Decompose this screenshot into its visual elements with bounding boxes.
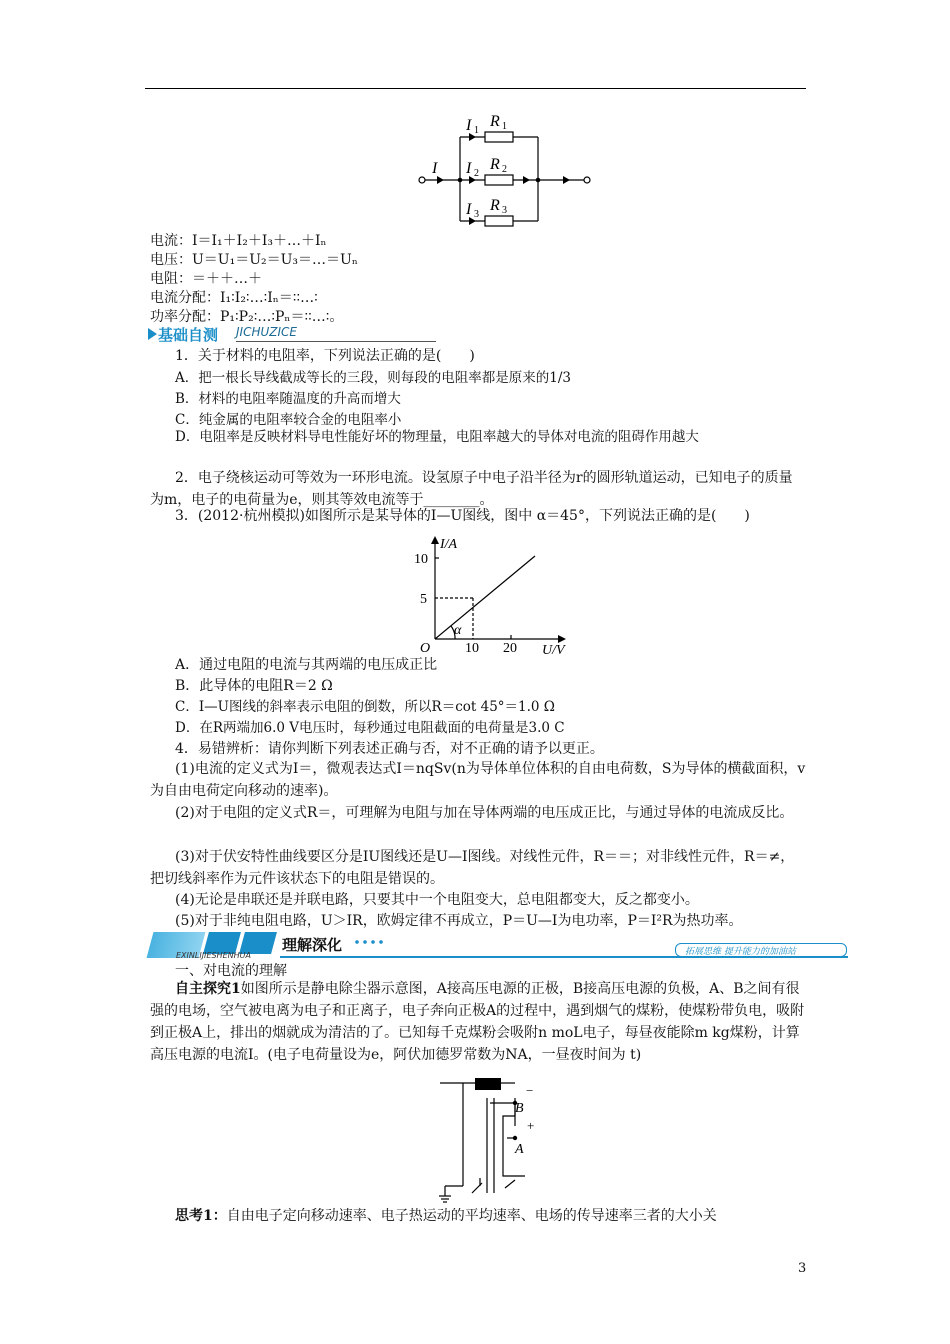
explore1-paragraph [150, 978, 806, 1066]
q4-statement-2: (2)对于电阻的定义式R＝，可理解为电阻与加在导体两端的电压成正比，与通过导体的电流成反比。 [175, 805, 794, 821]
q1-option-b: B．材料的电阻率随温度的升高而增大 [175, 391, 401, 407]
explore1-text: 如图所示是静电除尘器示意图，A接高压电源的正极，B接高压电源的负极，A、B之间有很强的电场，空气被电离为电子和正离子，电子奔向正极A的过程中，遇到烟气的煤粉，使煤粉带负电，吸附到正极A上，排出的烟就成为清洁的了。已知每千克煤粉会吸附n moL电子，每昼夜能除m kg煤粉，计算高压电源的电流I。(电子电荷量设为e，阿伏加德罗常数为NA，一昼夜时间为 t) [150, 981, 805, 1063]
graph-origin: O [420, 641, 431, 656]
part1-title: 一、对电流的理解 [175, 963, 287, 979]
think1-text: 自由电子定向移动速率、电子热运动的平均速率、电场的传导速率三者的大小关 [226, 1208, 717, 1224]
q4-statement-4: (4)无论是串联还是并联电路，只要其中一个电阻变大，总电阻都变大，反之都变小。 [175, 892, 699, 908]
section-underline [236, 341, 436, 342]
page-number: 3 [798, 1261, 807, 1276]
think1-label: 思考1： [175, 1208, 227, 1224]
label-R3: R [490, 197, 500, 214]
section-dots [353, 940, 383, 944]
formula-power-split: 功率分配：P₁∶P₂∶…∶Pₙ＝∶∶…∶。 [150, 309, 344, 325]
parallel-circuit-diagram [410, 105, 595, 235]
iu-graph [410, 534, 580, 656]
graph-x20: 20 [503, 641, 517, 656]
section-title: 基础自测 [158, 326, 219, 344]
label-R2: R [490, 156, 500, 173]
sub-I3: 3 [474, 209, 479, 220]
graph-y5: 5 [420, 592, 427, 607]
q4-statement-5: (5)对于非纯电阻电路，U＞IR，欧姆定律不再成立，P＝U—I为电功率，P＝I²R为热功率。 [175, 913, 743, 929]
sub-I1: 1 [474, 125, 479, 136]
sub-R2: 2 [502, 164, 507, 175]
label-I3: I [466, 201, 472, 218]
q3-option-a: A．通过电阻的电流与其两端的电压成正比 [175, 657, 438, 673]
section-pinyin-2: EXINLIJIESHENHUA [176, 951, 251, 960]
q1-option-c: C．纯金属的电阻率较合金的电阻率小 [175, 412, 402, 428]
formula-voltage: 电压：U＝U₁＝U₂＝U₃＝…＝Uₙ [150, 252, 358, 268]
section-banner-deepen [150, 932, 850, 960]
q3-option-d: D．在R两端加6.0 V电压时，每秒通过电阻截面的电荷量是3.0 C [175, 720, 565, 736]
label-I2: I [466, 160, 472, 177]
graph-ylabel: I/A [440, 537, 458, 552]
formula-current: 电流：I＝I₁＋I₂＋I₃＋…＋Iₙ [150, 233, 327, 249]
sub-R1: 1 [502, 121, 507, 132]
q4-stem: 4．易错辨析：请你判断下列表述正确与否，对不正确的请予以更正。 [175, 741, 604, 757]
q1-option-a: A．把一根长导线截成等长的三段，则每段的电阻率都是原来的1/3 [175, 370, 571, 386]
sub-I2: 2 [474, 168, 479, 179]
q3-stem: 3．(2012·杭州模拟)如图所示是某导体的I—U图线，图中 α＝45°，下列说法正确的是( ) [175, 508, 750, 524]
graph-angle: α [454, 623, 462, 638]
label-R1: R [490, 113, 500, 130]
formula-current-split: 电流分配：I₁∶I₂∶…∶Iₙ＝∶∶…∶ [150, 290, 318, 306]
think1-line [175, 1207, 717, 1225]
q2-text: 2．电子绕核运动可等效为一环形电流。设氢原子中电子沿半径为r的圆形轨道运动，已知电子的质量为m，电子的电荷量为e，则其等效电流等于________。 [150, 470, 793, 508]
label-I1: I [466, 117, 472, 134]
section-tagline-text: 拓展思维 提升能力的加油站 [685, 947, 796, 957]
section-banner-basic [148, 325, 438, 342]
q4-statement-1: (1)电流的定义式为I＝，微观表达式I＝nqSv(n为导体单位体积的自由电荷数，S为导体的横截面积，v为自由电荷定向移动的速率)。 [150, 761, 806, 799]
q1-option-d: D．电阻率是反映材料导电性能好坏的物理量，电阻率越大的导体对电流的阻碍作用越大 [175, 429, 699, 445]
section-banner-arrow-icon [148, 328, 157, 340]
electrostatic-precipitator-diagram [435, 1068, 555, 1203]
formula-resistance: 电阻：＝＋＋…＋ [150, 271, 262, 287]
sub-R3: 3 [502, 205, 507, 216]
graph-y10: 10 [414, 552, 428, 567]
label-A: A [515, 1142, 524, 1157]
q3-option-b: B．此导体的电阻R＝2 Ω [175, 678, 333, 694]
label-plus: + [527, 1118, 535, 1133]
section-title-2: 理解深化 [282, 936, 343, 954]
q1-stem: 1．关于材料的电阻率，下列说法正确的是( ) [175, 348, 475, 364]
label-minus: − [526, 1083, 534, 1098]
graph-x10: 10 [465, 641, 479, 656]
explore1-label: 自主探究1 [175, 981, 241, 997]
label-I: I [432, 160, 438, 177]
label-B: B [515, 1101, 524, 1116]
graph-xlabel: U/V [542, 643, 565, 656]
section-pinyin: JICHUZICE [236, 325, 297, 339]
header-rule [145, 88, 806, 89]
q3-option-c: C．I—U图线的斜率表示电阻的倒数，所以R＝cot 45°＝1.0 Ω [175, 699, 555, 715]
q4-statement-3: (3)对于伏安特性曲线要区分是IU图线还是U—I图线。对线性元件，R＝＝；对非线性元件，R＝≠，把切线斜率作为元件该状态下的电阻是错误的。 [150, 849, 795, 887]
